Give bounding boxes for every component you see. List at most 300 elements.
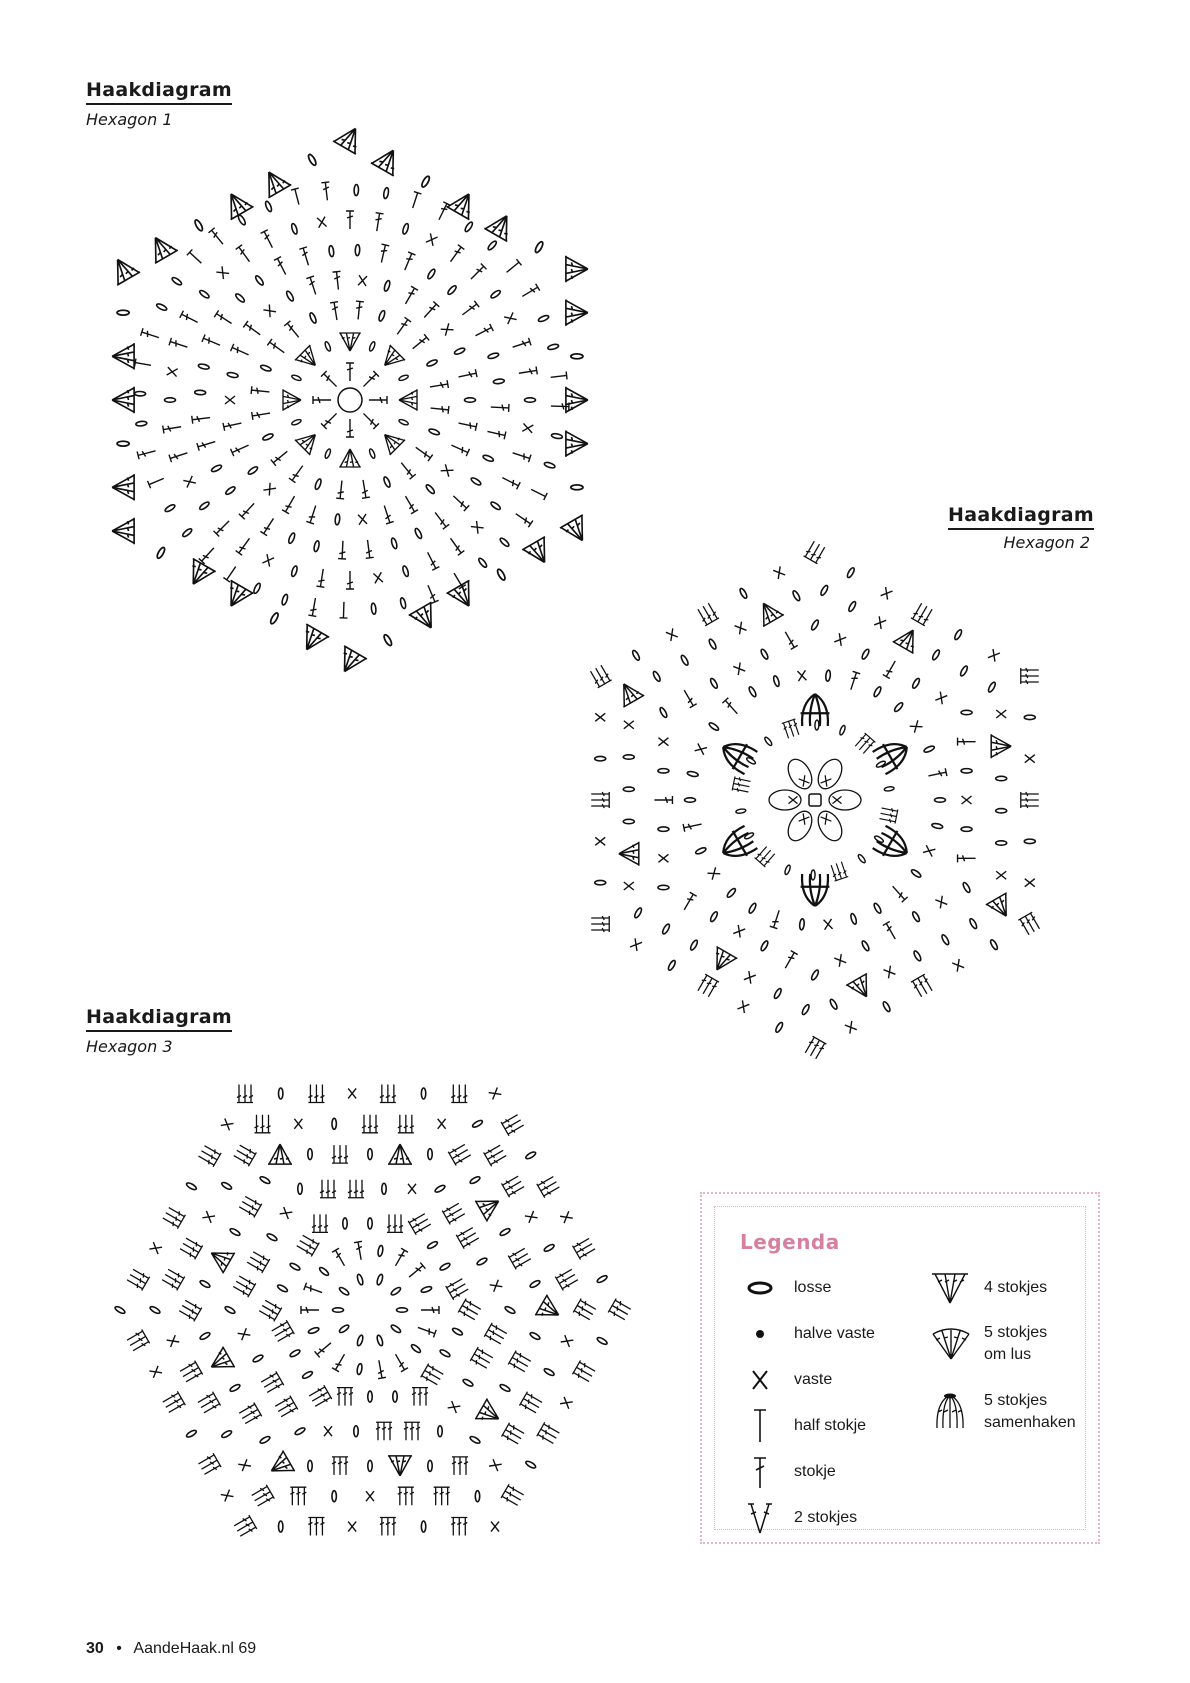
chain-symbol — [291, 223, 299, 235]
dc-symbol — [306, 276, 319, 296]
chain-symbol — [229, 1227, 241, 1236]
sc-symbol — [348, 1522, 356, 1532]
sc-symbol — [624, 882, 634, 890]
fan-symbol — [144, 231, 178, 263]
chain-symbol — [335, 514, 341, 525]
chain-symbol — [309, 312, 318, 324]
dc3-symbol — [398, 1487, 414, 1505]
chain-symbol — [355, 245, 360, 256]
chain-symbol — [464, 221, 474, 233]
dc-symbol — [958, 738, 976, 746]
cluster-symbol — [872, 825, 914, 866]
chain-symbol — [504, 1305, 516, 1314]
chain-symbol — [969, 918, 978, 930]
chain-symbol — [221, 1429, 233, 1438]
dc-symbol — [782, 951, 798, 971]
chain-symbol — [746, 757, 757, 766]
sc-symbol — [489, 1088, 502, 1100]
chain-symbol — [760, 648, 769, 660]
dc-symbol — [770, 909, 783, 929]
dc3-symbol — [162, 1206, 186, 1229]
sc-symbol — [348, 1088, 356, 1098]
sc-symbol — [317, 217, 326, 228]
chain-symbol — [333, 1308, 344, 1312]
dc-symbol — [346, 571, 354, 589]
dc-symbol — [474, 324, 494, 339]
chain-symbol — [873, 686, 882, 698]
chain-symbol — [165, 398, 176, 402]
chain-symbol — [400, 597, 407, 609]
chain-symbol — [397, 1308, 408, 1312]
dc3-symbol — [854, 733, 876, 755]
chain-symbol — [935, 798, 946, 802]
dc-symbol — [501, 474, 521, 489]
chain-symbol — [376, 1335, 384, 1347]
dc-symbol — [424, 551, 439, 571]
chain-symbol — [544, 461, 556, 469]
dc3-symbol — [804, 540, 827, 564]
dc-symbol — [180, 311, 200, 326]
legend-item-stokje — [740, 1452, 836, 1492]
sc-symbol — [624, 721, 634, 729]
chain-symbol — [1024, 839, 1035, 843]
fan-symbol — [893, 624, 924, 653]
chain-symbol — [810, 969, 819, 981]
chain-symbol — [726, 887, 737, 898]
cluster-symbol — [716, 825, 758, 866]
fan-symbol — [447, 580, 481, 612]
dc3-symbol — [589, 664, 612, 688]
chain-symbol — [354, 1426, 358, 1437]
chain-symbol — [114, 1305, 126, 1314]
dc3-symbol — [470, 1347, 494, 1370]
dc3-symbol — [290, 1487, 306, 1505]
chain-symbol — [260, 364, 272, 372]
chain-symbol — [376, 1274, 384, 1286]
fan-symbol — [388, 1144, 412, 1164]
chain-symbol — [247, 466, 258, 476]
chain-symbol — [383, 476, 392, 488]
chain-symbol — [332, 1491, 336, 1502]
dc-symbol — [282, 494, 298, 514]
dc3-symbol — [452, 1457, 468, 1475]
hdc-symbol — [550, 371, 567, 381]
legend-item-half-stokje — [740, 1406, 866, 1446]
dc-symbol — [518, 366, 537, 377]
dc3-symbol — [296, 1234, 320, 1257]
sc-symbol — [988, 649, 1000, 662]
fan-symbol — [475, 1191, 504, 1222]
chain-symbol — [171, 276, 183, 286]
sc-symbol — [935, 692, 947, 705]
dc3-symbol — [126, 1268, 150, 1291]
dc3-symbol — [308, 1084, 324, 1102]
dc3-symbol — [446, 1277, 470, 1300]
chain-symbol — [499, 1383, 511, 1392]
fan-symbol — [846, 973, 877, 1002]
dc3-symbol — [804, 1036, 827, 1060]
chain-symbol — [773, 988, 782, 1000]
dc3-symbol — [555, 1268, 579, 1291]
chain-symbol — [291, 565, 299, 577]
chain-symbol — [631, 649, 640, 661]
dc-symbol — [375, 1360, 386, 1379]
five-dc-around-loop-icon — [930, 1324, 970, 1364]
chain-symbol — [773, 675, 781, 687]
sc-symbol — [489, 1459, 502, 1471]
dc-symbol — [722, 698, 740, 717]
dc-symbol — [261, 230, 276, 250]
chain-symbol — [893, 702, 904, 713]
dc3-symbol — [537, 1422, 561, 1445]
chain-symbol — [221, 1181, 233, 1190]
dc-symbol — [306, 504, 319, 524]
dc-symbol — [271, 448, 290, 466]
dc3-symbol — [404, 1422, 420, 1440]
fan-symbol — [257, 166, 291, 198]
sc-symbol — [733, 662, 745, 675]
fan-symbol — [205, 1347, 234, 1378]
sc-symbol — [167, 367, 178, 376]
sc-symbol — [797, 670, 806, 681]
hdc-symbol — [504, 259, 521, 275]
chain-symbol — [876, 760, 887, 768]
sc-symbol — [280, 1207, 293, 1219]
dc-symbol — [169, 449, 189, 462]
chain-symbol — [685, 798, 696, 802]
dc-symbol — [332, 1248, 348, 1268]
dc3-symbol — [197, 1144, 221, 1167]
dc3-symbol — [308, 1385, 332, 1408]
chain-symbol — [543, 1367, 555, 1376]
chain-symbol — [659, 707, 668, 719]
sc-symbol — [595, 837, 605, 845]
chain-symbol — [633, 907, 642, 919]
dc-symbol — [284, 321, 302, 340]
dc-symbol — [333, 271, 343, 290]
fan-symbol — [399, 389, 417, 411]
chain-symbol — [427, 268, 437, 280]
dc-symbol — [432, 510, 449, 529]
dc-symbol — [346, 419, 354, 437]
dc-symbol — [447, 245, 464, 264]
sc-symbol — [935, 896, 947, 909]
sc-symbol — [874, 616, 886, 629]
fan-symbol — [295, 624, 329, 656]
chain-symbol — [324, 341, 331, 352]
dc3-symbol — [178, 1299, 202, 1322]
chain-symbol — [368, 1391, 372, 1402]
dc-symbol — [398, 460, 416, 479]
dc3-symbol — [1021, 668, 1039, 684]
legend-item-vaste — [740, 1360, 832, 1400]
crochet-diagram-hexagon-3 — [80, 1040, 680, 1600]
dc3-symbol — [274, 1396, 298, 1419]
chain-symbol — [708, 722, 719, 732]
dc-symbol — [214, 310, 233, 326]
dc3-symbol — [320, 1180, 336, 1198]
chain-symbol — [136, 421, 147, 427]
chain-symbol — [285, 290, 294, 302]
chain-symbol — [428, 1149, 432, 1160]
chain-symbol — [438, 1426, 442, 1437]
dc3-symbol — [271, 1320, 295, 1343]
fan-symbol — [295, 345, 323, 373]
sc-symbol — [996, 710, 1006, 718]
chain-symbol — [490, 289, 501, 299]
sc-symbol — [324, 1426, 332, 1436]
chain-symbol — [294, 1427, 306, 1436]
chain-symbol — [911, 677, 920, 689]
chain-symbol — [739, 587, 748, 599]
fan-symbol — [112, 343, 134, 369]
chain-symbol — [117, 441, 129, 446]
chain-symbol — [454, 347, 466, 355]
chain-symbol — [332, 1118, 336, 1129]
dc-symbol — [451, 493, 470, 511]
chain-symbol — [825, 670, 831, 681]
chain-symbol — [695, 847, 707, 855]
dc-symbol — [377, 244, 389, 263]
dc3-symbol — [502, 1423, 526, 1446]
fan-symbol — [707, 947, 738, 976]
fan-symbol — [220, 580, 254, 612]
dc-symbol — [267, 339, 286, 356]
chain-symbol — [378, 310, 386, 322]
legend-item-4-stokjes — [930, 1268, 1047, 1308]
chain-symbol — [421, 175, 431, 188]
chain-symbol — [390, 537, 397, 549]
chain-symbol — [857, 854, 866, 864]
chain-symbol — [211, 464, 223, 473]
chain-symbol — [149, 1305, 161, 1314]
fan-symbol — [112, 474, 134, 500]
fan-symbol — [265, 1450, 294, 1481]
chain-symbol — [156, 546, 166, 559]
dc-symbol — [304, 1283, 324, 1297]
dc-symbol — [392, 1352, 408, 1372]
chain-symbol — [427, 1240, 439, 1249]
chain-symbol — [264, 201, 272, 213]
sc-symbol — [149, 1242, 162, 1254]
chain-symbol — [182, 528, 193, 538]
fan-symbol — [409, 602, 443, 634]
chain-symbol — [465, 398, 476, 402]
hdc-symbol — [223, 564, 239, 582]
dc-symbol — [380, 504, 393, 524]
fan-symbol — [566, 299, 588, 325]
dc3-symbol — [732, 776, 751, 793]
sc-symbol — [426, 233, 438, 246]
dc-symbol — [251, 386, 270, 396]
fan-symbol — [377, 427, 405, 455]
dc-symbol — [654, 796, 672, 804]
fan-symbol — [991, 734, 1011, 758]
chain-symbol — [277, 1284, 289, 1293]
sc-symbol — [733, 925, 745, 938]
dc3-symbol — [308, 1518, 324, 1536]
chain-symbol — [224, 1305, 236, 1314]
fan-symbol — [753, 597, 784, 626]
dc3-symbol — [238, 1195, 262, 1218]
sc-symbol — [962, 796, 972, 804]
sc-symbol — [658, 738, 668, 746]
chain-symbol — [393, 1391, 397, 1402]
sc-symbol — [221, 1118, 234, 1130]
chain-symbol — [736, 808, 746, 813]
sc-symbol — [560, 1211, 573, 1223]
sc-symbol — [238, 1459, 251, 1471]
chain-symbol — [961, 769, 972, 773]
dc3-symbol — [519, 1392, 543, 1415]
chain-symbol — [420, 1286, 432, 1294]
chain-symbol — [961, 710, 972, 714]
chain-symbol — [252, 1354, 264, 1363]
dc-symbol — [421, 1306, 439, 1314]
dc3-symbol — [233, 1515, 257, 1538]
chain-symbol — [279, 1521, 283, 1532]
chain-symbol — [383, 634, 393, 647]
sc-symbol — [952, 959, 964, 972]
dc-symbol — [346, 363, 354, 381]
legend-label: 5 stokjes samenhaken — [984, 1392, 1076, 1431]
dc3-symbol — [537, 1175, 561, 1198]
chain-symbol — [658, 769, 669, 773]
legend-label: losse — [794, 1279, 832, 1296]
dc3-symbol — [255, 1115, 271, 1133]
dc-symbol — [429, 380, 448, 391]
dc-symbol — [236, 536, 253, 555]
chain-symbol — [338, 1324, 349, 1334]
dc3-symbol — [508, 1247, 532, 1270]
dc3-symbol — [237, 1084, 253, 1102]
chain-symbol — [962, 882, 971, 894]
dc-symbol — [458, 369, 477, 381]
sc-symbol — [438, 1119, 446, 1129]
chain-symbol — [266, 1233, 278, 1242]
hdc-symbol — [409, 192, 422, 210]
dc-symbol — [336, 480, 346, 499]
chain-symbol — [810, 619, 819, 631]
sc-symbol — [884, 966, 896, 979]
legend-label: 2 stokjes — [794, 1509, 858, 1526]
chain-symbol — [658, 827, 669, 831]
sc-symbol — [263, 304, 276, 317]
chain-symbol — [390, 1324, 401, 1334]
dc3-symbol — [179, 1237, 203, 1260]
sc-symbol — [525, 1211, 538, 1223]
sc-symbol — [471, 521, 484, 534]
chain-symbol — [235, 293, 246, 304]
dc3-symbol — [232, 1274, 256, 1297]
dc3-symbol — [508, 1351, 532, 1374]
chain-symbol — [447, 285, 458, 296]
dc-symbol — [447, 536, 464, 555]
dc-symbol — [346, 211, 354, 229]
dc3-symbol — [162, 1391, 186, 1414]
sc-symbol — [707, 867, 720, 879]
fan-symbol — [619, 842, 639, 866]
dc-symbol — [928, 768, 947, 780]
chain-symbol — [525, 398, 536, 402]
fan-symbol — [220, 187, 254, 219]
chain-symbol — [269, 612, 279, 625]
fan-symbol — [268, 1144, 292, 1164]
dc-symbol — [338, 541, 347, 559]
chain-symbol — [820, 585, 829, 597]
dc-symbol — [435, 202, 450, 222]
sc-symbol — [373, 572, 382, 583]
diagram2-subtitle: Hexagon 2 — [1003, 533, 1090, 552]
chain-symbol — [1024, 715, 1035, 719]
chain-symbol — [987, 681, 996, 693]
chain-symbol — [941, 934, 950, 946]
chain-symbol — [368, 448, 375, 459]
dc-symbol — [243, 321, 262, 338]
diagram3-heading: Haakdiagram — [86, 1005, 232, 1032]
chain-symbol — [487, 240, 498, 251]
chain-symbol — [538, 314, 550, 322]
dc3-symbol — [572, 1237, 596, 1260]
dc-symbol — [513, 510, 532, 527]
dc-symbol — [316, 568, 327, 587]
sc-symbol — [824, 919, 833, 930]
four-dc-icon — [930, 1268, 970, 1308]
dc-symbol — [468, 264, 486, 282]
chain-symbol — [493, 379, 504, 385]
dc-symbol — [321, 182, 331, 201]
chain-symbol — [596, 1274, 608, 1283]
sc-symbol — [490, 1280, 503, 1292]
dc-symbol — [681, 688, 697, 708]
dc-symbol — [392, 1248, 408, 1268]
dc-symbol — [321, 371, 339, 389]
chain-symbol — [815, 720, 819, 730]
sc-symbol — [358, 275, 367, 286]
chain-symbol — [368, 1149, 372, 1160]
dc-symbol — [137, 447, 156, 459]
sc-symbol — [504, 312, 517, 324]
legend-title: Legenda — [740, 1230, 840, 1254]
chain-symbol — [996, 776, 1007, 780]
dc3-symbol — [387, 1214, 403, 1232]
dc-symbol — [214, 518, 232, 536]
chain-symbol — [910, 868, 921, 878]
dc3-symbol — [197, 1392, 221, 1415]
dc3-symbol — [412, 1388, 428, 1406]
dc-symbol — [782, 630, 798, 650]
dc3-symbol — [911, 602, 934, 626]
sc-symbol — [561, 1335, 574, 1347]
chain-symbol — [874, 835, 885, 844]
chain-symbol — [439, 1262, 451, 1271]
dc3-symbol — [251, 1485, 275, 1508]
sc-symbol — [491, 1522, 499, 1532]
dc3-symbol — [456, 1226, 480, 1249]
dc-symbol — [361, 411, 379, 429]
chain-symbol — [199, 501, 210, 511]
dc-symbol — [394, 317, 411, 336]
legend-item-losse — [740, 1268, 831, 1308]
chain-symbol — [667, 959, 676, 971]
fan-symbol — [333, 122, 367, 154]
chain-symbol — [811, 870, 815, 880]
sc-symbol — [834, 954, 846, 967]
dc-symbol — [209, 228, 227, 247]
publication-name: AandeHaak.nl 69 — [133, 1640, 257, 1657]
dc3-symbol — [376, 1422, 392, 1440]
sc-symbol — [183, 476, 196, 488]
